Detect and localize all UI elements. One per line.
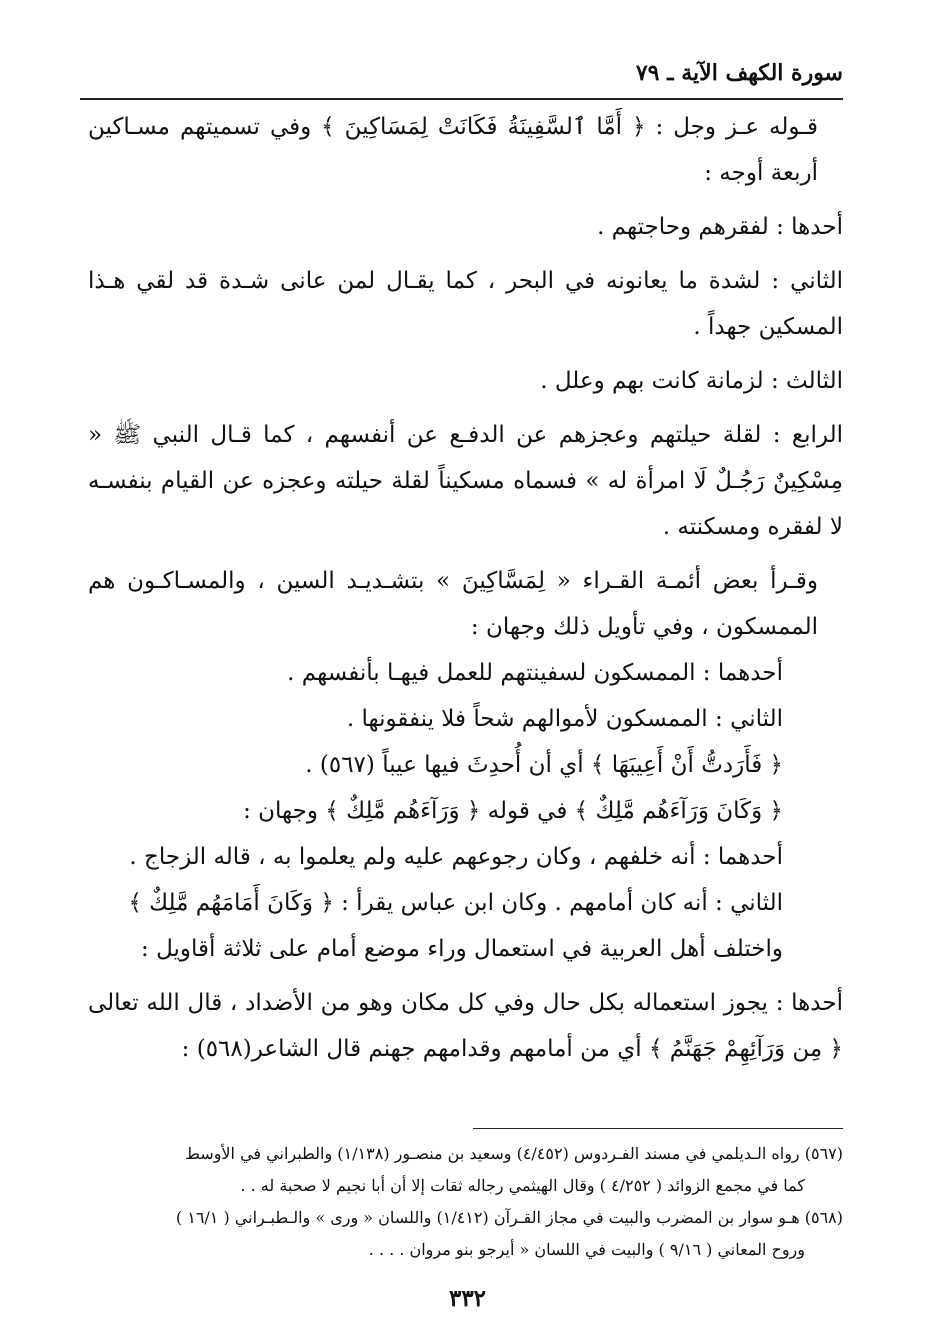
paragraph-reading: وقـرأ بعض أئمـة القـراء « لِمَسَّاكِينَ » بتشـديـد السين ، والمسـاكـون هم الممسكون ، وفي تأويل ذلك وجهان : (88, 568, 818, 640)
paragraph-behind: أحدهما : أنه خلفهم ، وكان رجوعهم عليه ولم يعلموا به ، قاله الزجاج . (129, 844, 783, 870)
footnote-rule (473, 1128, 843, 1129)
paragraph-dispute: واختلف أهل العربية في استعمال وراء موضع أمام على ثلاثة أقاويل : (141, 936, 783, 962)
paragraph-ahead: الثاني : أنه كان أمامهم . وكان ابن عباس يقرأ : ﴿ وَكَانَ أَمَامَهُم مَّلِكٌ ﴾ (128, 890, 783, 916)
paragraph-fourth: الرابع : لقلة حيلتهم وعجزهم عن الدفـع عن أنفسهم ، كما قـال النبي ﷺ « مِسْكِينٌ رَجُـلٌ لَا امرأة له » فسماه مسكيناً لقلة حيلته وعجزه عن القيام بنفسـه لا لفقره ومسكنته . (88, 422, 843, 540)
footnote-567: (٥٦٧) رواه الـديلمي في مسند الفـردوس (٤/٤٥٢) وسعيد بن منصـور (١/١٣٨) والطبراني في الأوسط (185, 1144, 843, 1163)
paragraph-third: الثالث : لزمانة كانت بهم وعلل . (540, 368, 843, 394)
footnote-567-continued: كما في مجمع الزوائد ( ٤/٢٥٢ ) وقال الهيثمي رجاله ثقات إلا أن أبا نجيم لا صحبة له . . (240, 1176, 805, 1195)
paragraph-verse-defect: ﴿ فَأَرَدتُّ أَنْ أَعِيبَهَا ﴾ أي أن أُحدِثَ فيها عيباً (٥٦٧) . (305, 752, 783, 778)
paragraph-first: أحدها : لفقرهم وحاجتهم . (597, 214, 843, 240)
paragraph-verse-king: ﴿ وَكَانَ وَرَآءَهُم مَّلِكٌ ﴾ في قوله ﴿ وَرَآءَهُم مَّلِكٌ ﴾ وجهان : (243, 798, 783, 824)
page-number: ٣٣٢ (448, 1285, 487, 1312)
paragraph-second: الثاني : لشدة ما يعانونه في البحر ، كما يقـال لمن عانى شـدة قد لقي هـذا المسكين جهداً . (88, 268, 843, 340)
footnote-568: (٥٦٨) هـو سوار بن المضرب والبيت في مجاز القـرآن (١/٤١٢) واللسان « ورى » والـطبـراني ( ١٦/١ ) (175, 1208, 843, 1227)
header-rule (80, 98, 843, 100)
paragraph-dispute-first: أحدها : يجوز استعماله بكل حال وفي كل مكان وهو من الأضداد ، قال الله تعالى ﴿ مِن وَرَآئِهِمْ جَهَنَّمُ ﴾ أي من أمامهم وقدامهم جهنم قال الشاعر(٥٦٨) : (88, 990, 843, 1062)
footnotes (88, 1138, 843, 1266)
main-text (88, 104, 843, 1072)
footnote-568-continued: وروح المعاني ( ٩/١٦ ) والبيت في اللسان « أيرجو بنو مروان . . . . (368, 1240, 805, 1259)
paragraph-intro: قـوله عـز وجل : ﴿ أَمَّا ٱلسَّفِينَةُ فَكَانَتْ لِمَسَاكِينَ ﴾ وفي تسميتهم مسـاكين أربعة أوجه : (88, 114, 818, 186)
paragraph-reading-second: الثاني : الممسكون لأموالهم شحاً فلا ينفقونها . (346, 706, 783, 732)
paragraph-reading-first: أحدهما : الممسكون لسفينتهم للعمل فيهـا بأنفسهم . (287, 660, 783, 686)
running-title: سورة الكهف الآية ـ ٧٩ (635, 60, 843, 86)
